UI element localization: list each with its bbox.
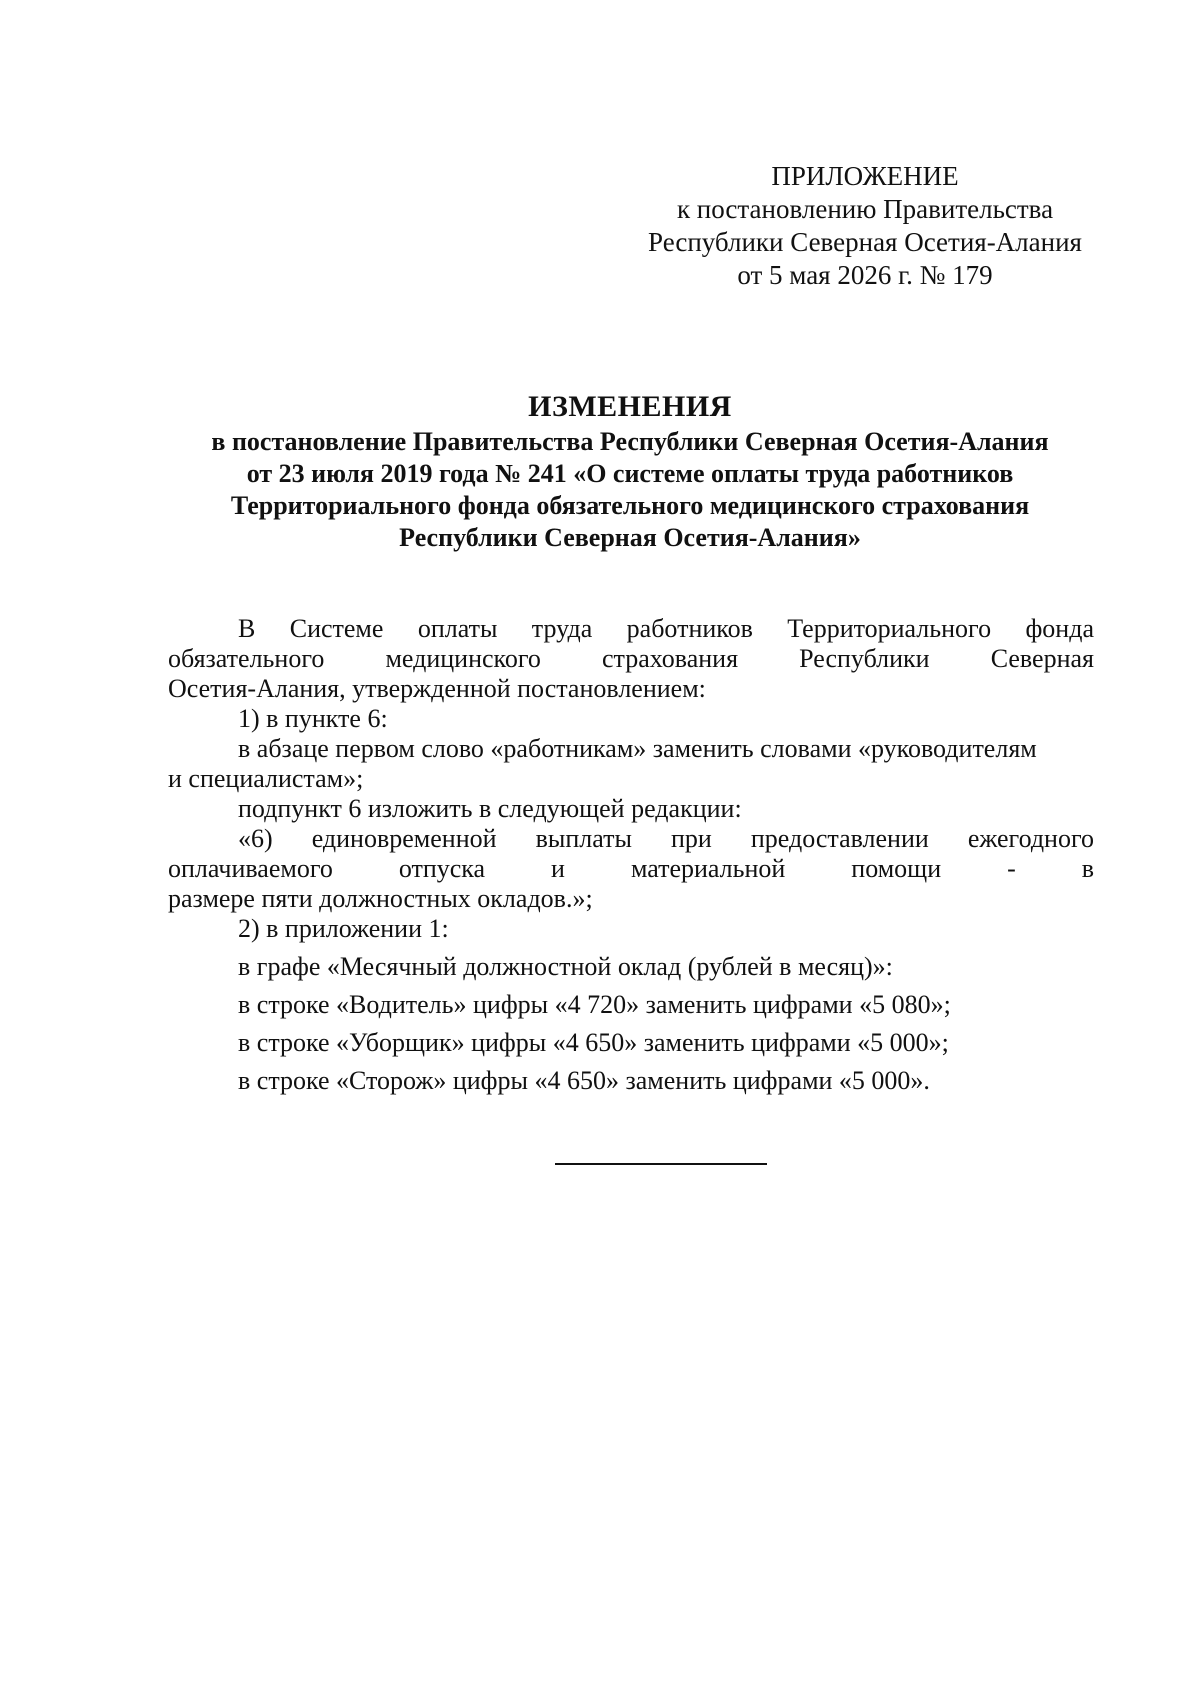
item-1-a-line-2: и специалистам»; [168,764,364,793]
item-1-a-line-1: в абзаце первом слово «работникам» заменить словами «руководителям [238,734,1037,763]
spacer [168,982,1094,990]
spacer [168,1020,1094,1028]
item-2: 2) в приложении 1: [238,914,449,943]
item-1-c-line-1: «6) единовременной выплаты при предоставлении ежегодного [238,824,1094,853]
title-line-4: Республики Северная Осетия-Алания» [399,523,861,552]
spacer [168,1058,1094,1066]
appendix-header [630,160,1100,292]
title-line-3: Территориального фонда обязательного медицинского страхования [230,491,1030,520]
item-1-c-line-3: размере пяти должностных окладов.»; [168,884,593,913]
spacer [168,944,1094,952]
intro-line-3: Осетия-Алания, утвержденной постановлением: [168,674,706,703]
document-body [168,614,1094,1096]
item-2-d: в строке «Сторож» цифры «4 650» заменить цифрами «5 000». [238,1066,930,1095]
item-2-a: в графе «Месячный должностной оклад (рублей в месяц)»: [238,952,893,981]
title-line-2: от 23 июля 2019 года № 241 «О системе оплаты труда работников [246,459,1014,488]
title-main: ИЗМЕНЕНИЯ [528,390,732,423]
item-1-c-line-2: оплачиваемого отпуска и материальной помощи - в [168,854,1094,883]
item-1-b: подпункт 6 изложить в следующей редакции: [238,794,742,823]
appendix-line-1: к постановлению Правительства [676,194,1054,224]
closing-rule [555,1163,767,1165]
item-1: 1) в пункте 6: [238,704,388,733]
intro-line-2: обязательного медицинского страхования Республики Северная [168,644,1094,673]
item-2-b: в строке «Водитель» цифры «4 720» заменить цифрами «5 080»; [238,990,951,1019]
item-2-c: в строке «Уборщик» цифры «4 650» заменить цифрами «5 000»; [238,1028,949,1057]
appendix-line-2: Республики Северная Осетия-Алания [648,227,1082,257]
appendix-heading: ПРИЛОЖЕНИЕ [771,161,959,191]
appendix-line-3: от 5 мая 2026 г. № 179 [737,260,993,290]
title-line-1: в постановление Правительства Республики Северная Осетия-Алания [211,427,1049,456]
intro-line-1: В Системе оплаты труда работников Территориального фонда [238,614,1094,643]
document-title [160,390,1100,554]
